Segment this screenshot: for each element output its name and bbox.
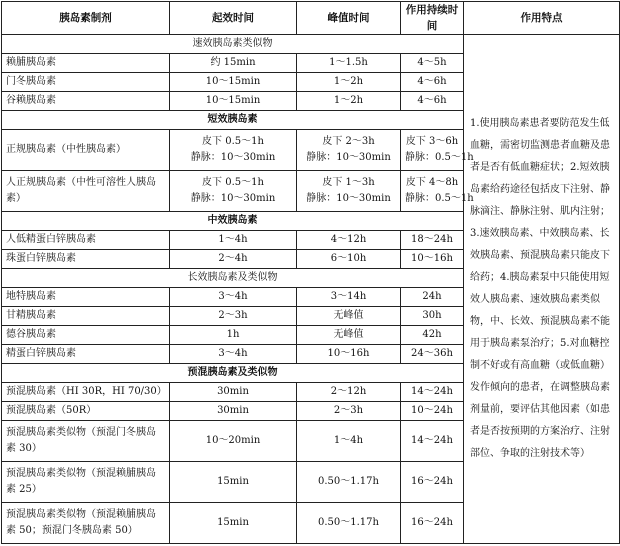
duration-cell — [401, 130, 474, 171]
onset-cell: 15min — [170, 503, 297, 544]
onset-intravenous: 静脉：10～30min — [190, 152, 276, 163]
onset-cell — [170, 171, 297, 212]
usage-notes — [464, 35, 620, 544]
peak-subcutaneous: 皮下 1～3h — [322, 177, 375, 188]
onset-cell: 2～3h — [170, 307, 297, 326]
insulin-name: 精蛋白锌胰岛素 — [2, 345, 170, 364]
insulin-name: 预混胰岛素类似物（预混赖脯胰岛素 25） — [2, 462, 170, 503]
onset-cell: 1h — [170, 326, 297, 345]
onset-cell: 3～4h — [170, 345, 297, 364]
duration-cell: 14～24h — [401, 383, 464, 402]
header-duration: 作用持续时间 — [401, 2, 464, 35]
peak-cell — [297, 171, 401, 212]
section-row — [2, 35, 620, 54]
usage-notes-text: 1.使用胰岛素患者要防范发生低血糖，需密切监测患者血糖及患者是否有低血糖症状；2.短效胰岛素给药途径包括皮下注射、静脉滴注、静脉注射、肌内注射；3.速效胰岛素、中效胰岛素、长效胰岛素、预混胰岛素只能皮下给药；4.胰岛素泵中只能使用短效人胰岛素、速效胰岛素类似物，中、长效、预混胰岛素不能用于胰岛素泵治疗；5.对血糖控制不好或有高血糖（或低血糖）发作倾向的患者，在调整胰岛素剂量前，要评估其他因素（如患者是否按预期的方案治疗、注射部位、争取的注射技术等） — [470, 118, 610, 459]
peak-cell: 1～2h — [297, 92, 401, 111]
duration-subcutaneous: 皮下 3～6h — [405, 136, 459, 147]
duration-cell: 24～36h — [401, 345, 464, 364]
insulin-name: 珠蛋白锌胰岛素 — [2, 250, 170, 269]
insulin-name: 赖脯胰岛素 — [2, 54, 170, 73]
onset-cell: 15min — [170, 462, 297, 503]
insulin-name: 谷赖胰岛素 — [2, 92, 170, 111]
peak-cell: 3～14h — [297, 288, 401, 307]
onset-cell: 10～15min — [170, 92, 297, 111]
peak-cell — [297, 130, 401, 171]
section-short: 短效胰岛素 — [2, 111, 464, 130]
section-long: 长效胰岛素及类似物 — [2, 269, 464, 288]
insulin-name: 人低精蛋白锌胰岛素 — [2, 231, 170, 250]
duration-cell — [401, 171, 474, 212]
onset-cell — [170, 130, 297, 171]
header-preparation: 胰岛素制剂 — [2, 2, 170, 35]
header-onset: 起效时间 — [170, 2, 297, 35]
header-row — [2, 2, 620, 35]
peak-cell: 2～3h — [297, 402, 401, 421]
duration-cell: 42h — [401, 326, 464, 345]
duration-cell: 16～24h — [401, 503, 464, 544]
onset-subcutaneous: 皮下 0.5～1h — [202, 136, 264, 147]
peak-cell: 无峰值 — [297, 326, 401, 345]
insulin-name: 德谷胰岛素 — [2, 326, 170, 345]
onset-cell: 约 15min — [170, 54, 297, 73]
insulin-name: 门冬胰岛素 — [2, 73, 170, 92]
duration-cell: 4～5h — [401, 54, 464, 73]
insulin-name: 预混胰岛素（50R） — [2, 402, 170, 421]
peak-cell: 10～16h — [297, 345, 401, 364]
peak-cell: 0.50～1.17h — [297, 462, 401, 503]
onset-subcutaneous: 皮下 0.5～1h — [202, 177, 264, 188]
section-rapid: 速效胰岛素类似物 — [2, 35, 464, 54]
insulin-name: 正规胰岛素（中性胰岛素） — [2, 130, 170, 171]
duration-cell: 10～24h — [401, 402, 464, 421]
insulin-table — [1, 1, 620, 544]
peak-cell: 2～12h — [297, 383, 401, 402]
insulin-name: 甘精胰岛素 — [2, 307, 170, 326]
duration-intravenous: 静脉：0.5～1h — [405, 193, 474, 204]
section-intermediate: 中效胰岛素 — [2, 212, 464, 231]
duration-cell: 30h — [401, 307, 464, 326]
header-peak: 峰值时间 — [297, 2, 401, 35]
duration-cell: 4～6h — [401, 73, 464, 92]
peak-intravenous: 静脉：10～30min — [306, 152, 391, 163]
peak-cell: 1～2h — [297, 73, 401, 92]
peak-cell: 4～12h — [297, 231, 401, 250]
onset-cell: 3～4h — [170, 288, 297, 307]
peak-cell: 0.50～1.17h — [297, 503, 401, 544]
insulin-name: 人正规胰岛素（中性可溶性人胰岛素） — [2, 171, 170, 212]
duration-cell: 10～16h — [401, 250, 464, 269]
peak-cell: 无峰值 — [297, 307, 401, 326]
insulin-name: 地特胰岛素 — [2, 288, 170, 307]
onset-cell: 10～15min — [170, 73, 297, 92]
onset-cell: 30min — [170, 402, 297, 421]
insulin-name: 预混胰岛素（HI 30R，HI 70/30） — [2, 383, 170, 402]
peak-subcutaneous: 皮下 2～3h — [322, 136, 375, 147]
header-features: 作用特点 — [464, 2, 620, 35]
peak-cell: 6～10h — [297, 250, 401, 269]
peak-cell: 1～4h — [297, 421, 401, 462]
duration-cell: 14～24h — [401, 421, 464, 462]
duration-cell: 16～24h — [401, 462, 464, 503]
duration-cell: 18～24h — [401, 231, 464, 250]
peak-intravenous: 静脉：10～30min — [306, 193, 391, 204]
onset-cell: 30min — [170, 383, 297, 402]
section-premixed: 预混胰岛素及类似物 — [2, 364, 464, 383]
duration-cell: 24h — [401, 288, 464, 307]
onset-cell: 10～20min — [170, 421, 297, 462]
onset-intravenous: 静脉：10～30min — [190, 193, 276, 204]
onset-cell: 2～4h — [170, 250, 297, 269]
onset-cell: 1～4h — [170, 231, 297, 250]
insulin-name: 预混胰岛素类似物（预混赖脯胰岛素 50；预混门冬胰岛素 50） — [2, 503, 170, 544]
duration-intravenous: 静脉：0.5～1h — [405, 152, 474, 163]
duration-cell: 4～6h — [401, 92, 464, 111]
peak-cell: 1～1.5h — [297, 54, 401, 73]
duration-subcutaneous: 皮下 4～8h — [405, 177, 459, 188]
insulin-name: 预混胰岛素类似物（预混门冬胰岛素 30） — [2, 421, 170, 462]
